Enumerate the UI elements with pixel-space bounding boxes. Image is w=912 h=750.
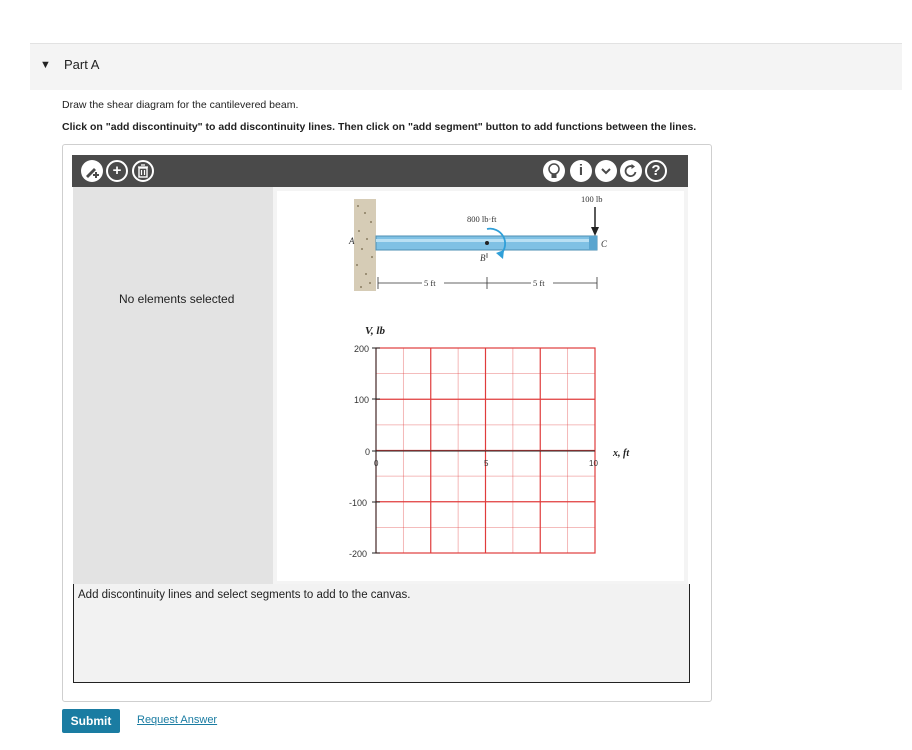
chevron-down-icon[interactable] [595,160,617,182]
part-header[interactable] [30,43,902,90]
dim-left-label: 5 ft [424,278,436,288]
point-a-label: A [349,236,355,246]
y-tick-0: 0 [365,447,371,457]
request-answer-link[interactable]: Request Answer [137,714,218,726]
canvas-figure[interactable] [277,191,684,581]
x-tick-5: 5 [484,459,489,468]
moment-label: 800 lb·ft [467,214,497,224]
x-axis-label: x, ft [613,448,630,459]
instruction-panel [73,584,690,683]
y-axis-label: V, lb [365,325,385,337]
beam-end [589,236,597,250]
trash-icon[interactable] [132,160,154,182]
point-c-label: C [601,239,608,249]
x-tick-0: 0 [374,459,379,468]
y-tick-minus-100: -100 [349,498,368,508]
selection-panel [73,187,273,584]
prompt-line-2: Click on "add discontinuity" to add discontinuity lines. Then click on "add segment" button to add functions between the lines. [62,121,697,133]
y-tick-minus-200: -200 [349,549,368,559]
submit-button[interactable]: Submit [62,709,120,733]
caret-down-icon[interactable]: ▼ [40,59,51,71]
dim-right-label: 5 ft [533,278,545,288]
point-b-dot [485,241,489,245]
point-b-label: B [480,253,486,263]
x-tick-10: 10 [589,459,598,468]
y-tick-100: 100 [354,395,370,405]
help-icon[interactable]: ? [645,160,667,182]
add-segment-icon[interactable]: + [106,160,128,182]
part-title: Part A [64,57,100,72]
hint-icon[interactable] [543,160,565,182]
y-tick-200: 200 [354,344,370,354]
load-label: 100 lb [581,194,603,204]
reset-icon[interactable] [620,160,642,182]
info-icon[interactable]: i [570,160,592,182]
prompt-line-1: Draw the shear diagram for the cantilevered beam. [62,99,299,111]
drawing-canvas[interactable] [273,187,688,584]
add-discontinuity-icon[interactable] [81,160,103,182]
selection-status: No elements selected [119,292,235,306]
instruction-text: Add discontinuity lines and select segments to add to the canvas. [78,589,411,601]
toolbar [72,155,688,187]
